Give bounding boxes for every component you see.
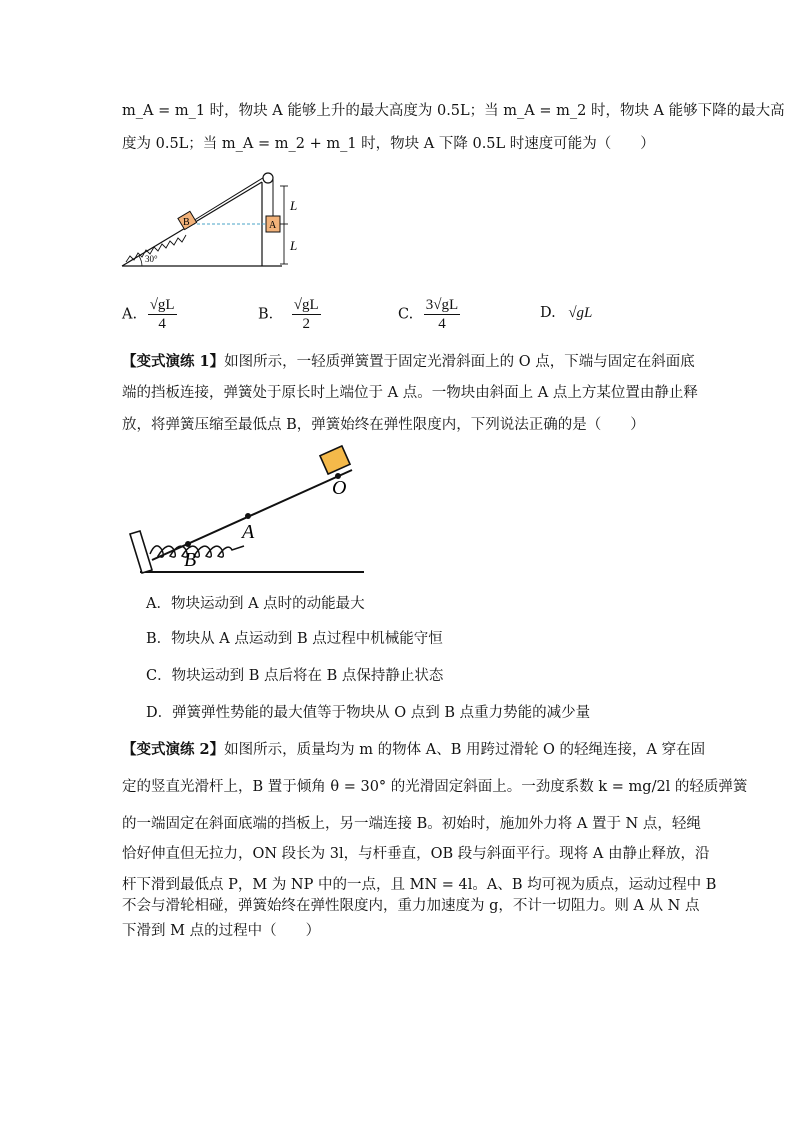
option-c-fraction <box>424 296 460 333</box>
block-b-label: B <box>183 217 190 228</box>
exercise2-line-5: 杆下滑到最低点 P，M 为 NP 中的一点，且 MN = 4l。A、B 均可视为质点，运动过程中 B <box>122 877 717 893</box>
exercise2-line-1 <box>122 739 705 761</box>
exercise2-text-1: 如图所示，质量均为 m 的物体 A、B 用跨过滑轮 O 的轻绳连接，A 穿在固 <box>224 742 706 758</box>
exercise1-option-d: D．弹簧弹性势能的最大值等于物块从 O 点到 B 点重力势能的减少量 <box>146 705 591 721</box>
exercise1-line-3: 放，将弹簧压缩至最低点 B，弹簧始终在弹性限度内，下列说法正确的是（ ） <box>122 417 645 433</box>
option-b-letter: B． <box>258 306 284 323</box>
exercise1-option-b: B．物块从 A 点运动到 B 点过程中机械能守恒 <box>146 631 443 647</box>
incline-pulley-figure <box>118 164 318 272</box>
point-b-label: B <box>184 549 197 571</box>
option-d-letter: D. <box>540 305 556 321</box>
problem-line-2: 度为 0.5L；当 m_A = m_2 + m_1 时，物块 A 下降 0.5L 时速度可能为（ ） <box>122 136 655 152</box>
exercise2-line-7: 下滑到 M 点的过程中（ ） <box>122 923 321 939</box>
option-b <box>258 296 321 333</box>
exercise2-line-3: 的一端固定在斜面底端的挡板上，另一端连接 B。初始时，施加外力将 A 置于 N 点，轻绳 <box>122 816 701 832</box>
exercise2-line-4: 恰好伸直但无拉力，ON 段长为 3l，与杆垂直，OB 段与斜面平行。现将 A 由静止释放，沿 <box>122 846 710 862</box>
point-a-label: A <box>242 521 255 543</box>
block-a-label: A <box>269 220 277 231</box>
option-a <box>122 296 177 333</box>
option-a-letter: A. <box>122 306 138 323</box>
exercise1-line-2: 端的挡板连接，弹簧处于原长时上端位于 A 点。一物块由斜面上 A 点上方某位置由静止释 <box>122 385 698 401</box>
exercise2-line-2: 定的竖直光滑杆上，B 置于倾角 θ = 30° 的光滑固定斜面上。一劲度系数 k = mg/2l 的轻质弹簧 <box>122 779 748 795</box>
option-b-numerator: √gL <box>293 297 319 313</box>
exercise1-option-a: A．物块运动到 A 点时的动能最大 <box>146 596 365 612</box>
option-c-numerator: 3√gL <box>425 297 459 313</box>
length-top-label: L <box>290 198 298 213</box>
angle-label: 30° <box>145 254 158 264</box>
point-o-label: O <box>332 477 347 499</box>
option-c-denominator: 4 <box>438 316 446 332</box>
exercise1-heading: 【变式演练 1】 <box>122 353 225 370</box>
exercise1-text-1: 如图所示，一轻质弹簧置于固定光滑斜面上的 O 点，下端与固定在斜面底 <box>224 354 695 370</box>
length-bottom-label: L <box>290 238 298 253</box>
exercise2-line-6: 不会与滑轮相碰，弹簧始终在弹性限度内，重力加速度为 g，不计一切阻力。则 A 从 N 点 <box>122 898 700 914</box>
option-a-denominator: 4 <box>158 316 166 332</box>
option-d-expression: √gL <box>568 305 593 321</box>
exercise1-line-1 <box>122 351 695 373</box>
option-c <box>398 296 460 333</box>
option-a-numerator: √gL <box>149 297 175 313</box>
option-d <box>540 302 592 324</box>
exercise2-heading: 【变式演练 2】 <box>122 741 225 758</box>
spring-incline-figure <box>124 434 364 580</box>
option-c-letter: C. <box>398 306 414 323</box>
exercise1-option-c: C．物块运动到 B 点后将在 B 点保持静止状态 <box>146 668 444 684</box>
option-b-denominator: 2 <box>302 316 310 332</box>
problem-line-1: m_A = m_1 时，物块 A 能够上升的最大高度为 0.5L；当 m_A = m_2 时，物块 A 能够下降的最大高 <box>122 103 785 119</box>
option-b-fraction <box>292 296 321 333</box>
option-a-fraction <box>148 296 177 333</box>
